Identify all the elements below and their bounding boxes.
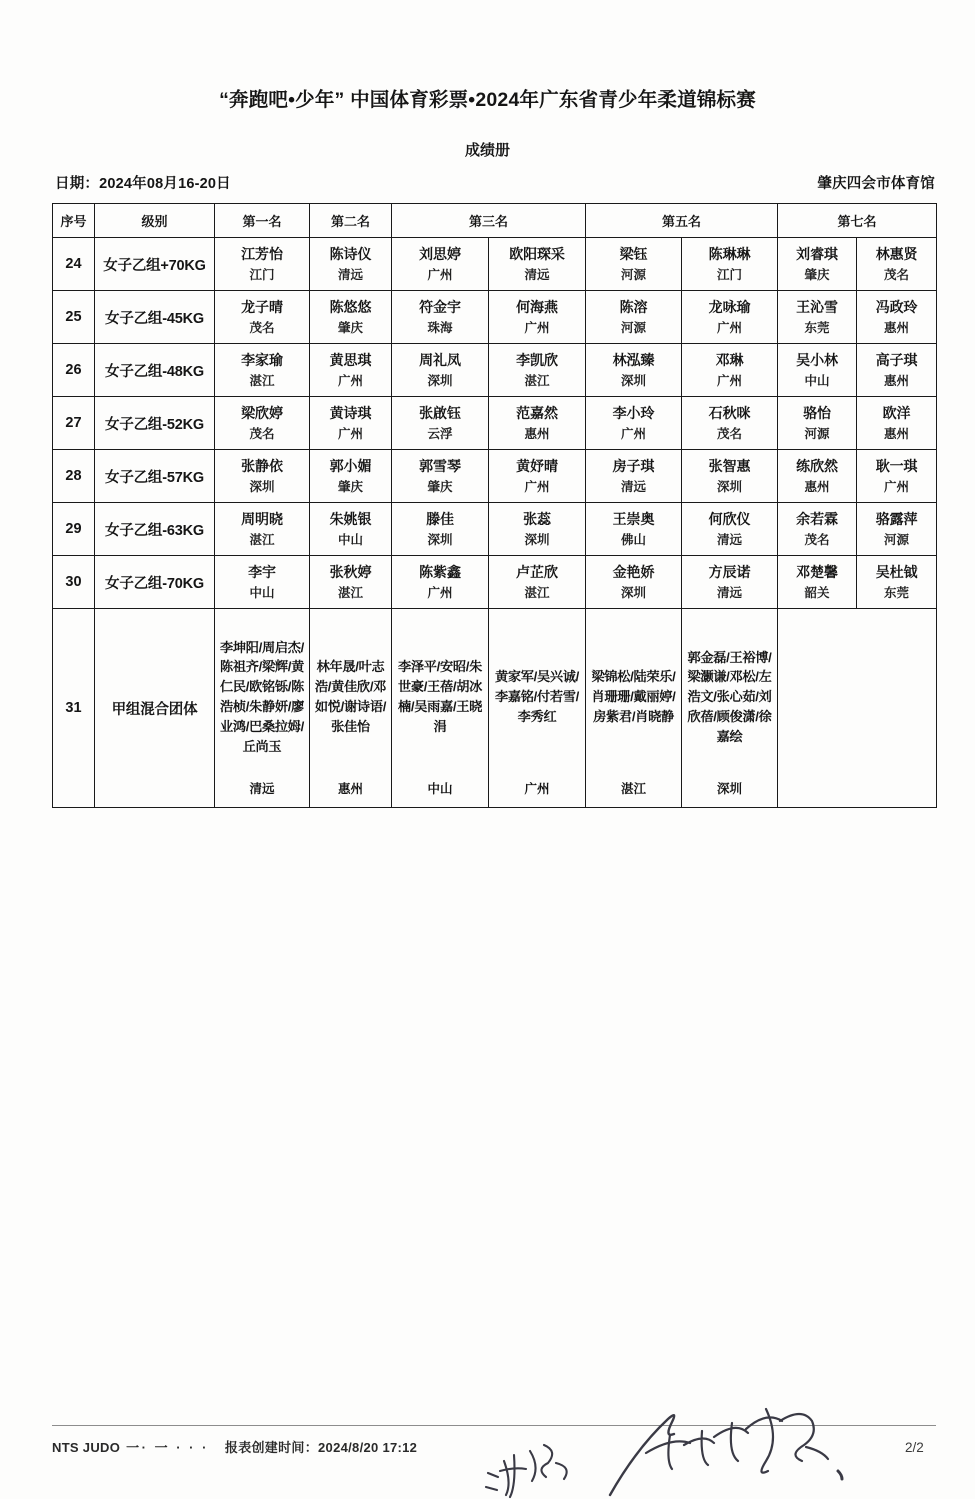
athlete-entry bbox=[310, 348, 391, 393]
athlete-name: 陈琳琳 bbox=[708, 245, 751, 262]
team-entry bbox=[392, 609, 488, 807]
athlete-team: 肇庆 bbox=[804, 267, 830, 282]
athlete-name: 房子琪 bbox=[612, 457, 655, 474]
footer-system-name: NTS JUDO bbox=[52, 1440, 121, 1455]
athlete-team: 清远 bbox=[717, 585, 743, 600]
athlete-name: 黄妤晴 bbox=[516, 457, 558, 474]
team-result-cell bbox=[682, 609, 778, 808]
team-entry bbox=[489, 609, 585, 807]
weight-category: 女子乙组+70KG bbox=[95, 238, 215, 291]
athlete-team: 惠州 bbox=[804, 479, 830, 494]
athlete-name: 陈悠悠 bbox=[329, 298, 372, 315]
athlete-entry bbox=[489, 348, 585, 393]
team-entry bbox=[310, 609, 391, 807]
athlete-name: 卢芷欣 bbox=[516, 563, 558, 580]
result-cell-seventh bbox=[857, 450, 937, 503]
result-cell-first bbox=[215, 450, 310, 503]
athlete-team: 深圳 bbox=[427, 532, 453, 547]
result-cell-third bbox=[489, 397, 586, 450]
row-number: 25 bbox=[53, 291, 95, 344]
row-number: 24 bbox=[53, 238, 95, 291]
team-roster: 郭金磊/王裕博/梁灏谦/邓松/左浩文/张心茹/刘欣蓓/顾俊潇/徐嘉绘 bbox=[687, 649, 772, 744]
athlete-team: 江门 bbox=[717, 267, 743, 282]
table-row bbox=[53, 238, 937, 291]
team-name: 湛江 bbox=[621, 782, 647, 796]
athlete-entry bbox=[489, 242, 585, 287]
footer-generated-time: 2024/8/20 17:12 bbox=[318, 1440, 418, 1455]
athlete-entry bbox=[857, 560, 936, 605]
athlete-team: 湛江 bbox=[524, 373, 550, 388]
athlete-name: 黄思琪 bbox=[329, 351, 372, 368]
row-number: 29 bbox=[53, 503, 95, 556]
athlete-entry bbox=[215, 507, 309, 552]
athlete-entry bbox=[489, 401, 585, 446]
athlete-name: 方辰诺 bbox=[708, 563, 751, 580]
athlete-team: 东莞 bbox=[884, 585, 910, 600]
table-header-row bbox=[53, 204, 937, 238]
athlete-entry bbox=[392, 560, 488, 605]
athlete-entry bbox=[778, 507, 856, 552]
result-cell-second bbox=[310, 397, 392, 450]
athlete-name: 陈紫鑫 bbox=[419, 563, 461, 580]
result-cell-fifth bbox=[682, 556, 778, 609]
athlete-entry bbox=[682, 507, 777, 552]
athlete-name: 练欣然 bbox=[796, 457, 838, 474]
athlete-name: 朱姚银 bbox=[329, 510, 372, 527]
athlete-entry bbox=[682, 295, 777, 340]
athlete-entry bbox=[392, 295, 488, 340]
athlete-team: 云浮 bbox=[427, 426, 453, 441]
athlete-name: 符金宇 bbox=[419, 298, 461, 315]
footer-generated-label: 报表创建时间： bbox=[224, 1440, 319, 1455]
result-cell-third bbox=[392, 344, 489, 397]
athlete-name: 欧阳琛采 bbox=[509, 245, 565, 262]
result-cell-fifth bbox=[586, 397, 682, 450]
athlete-entry bbox=[857, 401, 936, 446]
weight-category: 女子乙组-48KG bbox=[95, 344, 215, 397]
athlete-team: 深圳 bbox=[621, 585, 647, 600]
team-result-cell bbox=[310, 609, 392, 808]
athlete-entry bbox=[310, 401, 391, 446]
athlete-team: 茂名 bbox=[884, 267, 910, 282]
athlete-name: 欧洋 bbox=[882, 404, 911, 421]
athlete-name: 何欣仪 bbox=[708, 510, 751, 527]
athlete-team: 惠州 bbox=[884, 426, 910, 441]
table-row bbox=[53, 450, 937, 503]
result-cell-seventh bbox=[857, 291, 937, 344]
athlete-team: 韶关 bbox=[804, 585, 830, 600]
team-result-cell bbox=[586, 609, 682, 808]
result-cell-second bbox=[310, 344, 392, 397]
weight-category: 女子乙组-63KG bbox=[95, 503, 215, 556]
result-cell-third bbox=[489, 238, 586, 291]
athlete-name: 耿一琪 bbox=[875, 457, 918, 474]
athlete-team: 湛江 bbox=[337, 585, 363, 600]
result-cell-third bbox=[489, 344, 586, 397]
athlete-team: 茂名 bbox=[249, 320, 275, 335]
athlete-team: 深圳 bbox=[427, 373, 453, 388]
row-number: 28 bbox=[53, 450, 95, 503]
athlete-name: 张静依 bbox=[241, 457, 283, 474]
table-row bbox=[53, 556, 937, 609]
page-subtitle: 成绩册 bbox=[464, 142, 510, 159]
result-cell-first bbox=[215, 238, 310, 291]
athlete-name: 余若霖 bbox=[796, 510, 838, 527]
result-cell-seventh bbox=[857, 238, 937, 291]
athlete-entry bbox=[586, 348, 681, 393]
table-row-team bbox=[53, 609, 937, 808]
athlete-name: 郭雪琴 bbox=[419, 457, 461, 474]
result-cell-second bbox=[310, 238, 392, 291]
footer-divider bbox=[52, 1425, 936, 1426]
athlete-team: 惠州 bbox=[884, 320, 910, 335]
result-cell-fifth bbox=[586, 238, 682, 291]
team-name: 清远 bbox=[249, 782, 275, 796]
athlete-name: 张啟钰 bbox=[419, 404, 461, 421]
athlete-entry bbox=[215, 348, 309, 393]
athlete-entry bbox=[586, 454, 681, 499]
result-cell-third bbox=[392, 503, 489, 556]
col-header-no: 序号 bbox=[53, 204, 95, 238]
result-cell-fifth bbox=[682, 503, 778, 556]
athlete-team: 清远 bbox=[524, 267, 550, 282]
athlete-entry bbox=[215, 401, 309, 446]
result-cell-seventh bbox=[778, 291, 857, 344]
athlete-team: 茂名 bbox=[804, 532, 830, 547]
athlete-entry bbox=[682, 348, 777, 393]
athlete-entry bbox=[586, 560, 681, 605]
athlete-name: 张蕊 bbox=[523, 510, 551, 527]
result-cell-third bbox=[489, 556, 586, 609]
athlete-name: 邓楚馨 bbox=[796, 563, 838, 580]
result-cell-seventh bbox=[857, 397, 937, 450]
athlete-name: 李小玲 bbox=[612, 404, 655, 421]
table-row bbox=[53, 344, 937, 397]
team-roster: 李坤阳/周启杰/陈祖齐/梁辉/黄仁民/欧铭铄/陈浩桢/朱静妍/廖业鸿/巴桑拉姆/丘尚玉 bbox=[219, 639, 305, 754]
athlete-entry bbox=[392, 401, 488, 446]
athlete-team: 广州 bbox=[621, 426, 647, 441]
athlete-name: 石秋咪 bbox=[708, 404, 751, 421]
team-name: 广州 bbox=[524, 782, 550, 796]
athlete-team: 肇庆 bbox=[337, 479, 363, 494]
athlete-name: 金艳娇 bbox=[612, 563, 655, 580]
athlete-name: 邓琳 bbox=[715, 351, 744, 368]
athlete-name: 龙咏瑜 bbox=[708, 298, 751, 315]
athlete-name: 李宇 bbox=[248, 563, 276, 580]
result-cell-seventh bbox=[778, 450, 857, 503]
athlete-team: 深圳 bbox=[249, 479, 275, 494]
result-cell-fifth bbox=[682, 450, 778, 503]
result-cell-first bbox=[215, 344, 310, 397]
athlete-name: 张智惠 bbox=[708, 457, 751, 474]
row-number: 30 bbox=[53, 556, 95, 609]
result-cell-third bbox=[489, 503, 586, 556]
result-cell-fifth bbox=[682, 238, 778, 291]
athlete-entry bbox=[215, 295, 309, 340]
athlete-entry bbox=[857, 295, 936, 340]
athlete-name: 骆怡 bbox=[803, 404, 831, 421]
athlete-team: 中山 bbox=[337, 532, 363, 547]
result-cell-third bbox=[489, 450, 586, 503]
weight-category: 女子乙组-52KG bbox=[95, 397, 215, 450]
col-header-fifth: 第五名 bbox=[586, 204, 778, 238]
result-cell-seventh bbox=[778, 556, 857, 609]
athlete-name: 吴小林 bbox=[796, 351, 838, 368]
team-result-cell bbox=[392, 609, 489, 808]
athlete-team: 广州 bbox=[427, 267, 453, 282]
athlete-team: 珠海 bbox=[427, 320, 453, 335]
athlete-entry bbox=[778, 401, 856, 446]
results-table-body bbox=[53, 238, 937, 808]
athlete-team: 清远 bbox=[337, 267, 363, 282]
result-cell-first bbox=[215, 397, 310, 450]
page-number: 2/2 bbox=[905, 1440, 924, 1455]
athlete-name: 张秋婷 bbox=[329, 563, 372, 580]
team-name: 惠州 bbox=[337, 782, 363, 796]
athlete-name: 吴杜钺 bbox=[875, 563, 918, 580]
result-cell-fifth bbox=[586, 450, 682, 503]
athlete-entry bbox=[857, 454, 936, 499]
athlete-name: 刘睿琪 bbox=[796, 245, 838, 262]
athlete-name: 黄诗琪 bbox=[329, 404, 372, 421]
handwritten-signatures bbox=[470, 1375, 890, 1499]
athlete-name: 郭小媚 bbox=[329, 457, 372, 474]
athlete-name: 何海燕 bbox=[516, 298, 558, 315]
athlete-team: 湛江 bbox=[249, 532, 275, 547]
athlete-name: 冯政玲 bbox=[875, 298, 918, 315]
col-header-first: 第一名 bbox=[215, 204, 310, 238]
weight-category: 女子乙组-57KG bbox=[95, 450, 215, 503]
result-cell-fifth bbox=[586, 503, 682, 556]
athlete-name: 王沁雪 bbox=[796, 298, 838, 315]
result-cell-fifth bbox=[682, 344, 778, 397]
athlete-name: 骆露萍 bbox=[875, 510, 918, 527]
athlete-entry bbox=[682, 242, 777, 287]
athlete-name: 范嘉然 bbox=[516, 404, 558, 421]
result-cell-third bbox=[392, 238, 489, 291]
athlete-entry bbox=[857, 507, 936, 552]
athlete-team: 广州 bbox=[884, 479, 910, 494]
athlete-name: 龙子晴 bbox=[241, 298, 283, 315]
page-title: “奔跑吧•少年” 中国体育彩票•2024年广东省青少年柔道锦标赛 bbox=[219, 89, 756, 111]
team-result-cell bbox=[489, 609, 586, 808]
result-cell-first bbox=[215, 503, 310, 556]
athlete-entry bbox=[215, 454, 309, 499]
athlete-team: 佛山 bbox=[621, 532, 647, 547]
athlete-team: 湛江 bbox=[249, 373, 275, 388]
result-cell-third bbox=[392, 556, 489, 609]
result-cell-seventh bbox=[778, 344, 857, 397]
athlete-entry bbox=[778, 242, 856, 287]
result-cell-fifth bbox=[586, 556, 682, 609]
athlete-entry bbox=[857, 242, 936, 287]
athlete-entry bbox=[586, 507, 681, 552]
athlete-name: 滕佳 bbox=[426, 510, 454, 527]
athlete-entry bbox=[310, 454, 391, 499]
athlete-entry bbox=[682, 454, 777, 499]
athlete-team: 清远 bbox=[717, 532, 743, 547]
event-venue: 肇庆四会市体育馆 bbox=[817, 176, 935, 192]
athlete-team: 深圳 bbox=[621, 373, 647, 388]
weight-category: 女子乙组-70KG bbox=[95, 556, 215, 609]
athlete-team: 清远 bbox=[621, 479, 647, 494]
athlete-entry bbox=[778, 348, 856, 393]
athlete-name: 林惠贤 bbox=[875, 245, 918, 262]
athlete-team: 河源 bbox=[804, 426, 830, 441]
team-entry bbox=[586, 609, 681, 807]
result-cell-fifth bbox=[586, 344, 682, 397]
athlete-entry bbox=[586, 401, 681, 446]
athlete-name: 梁欣婷 bbox=[241, 404, 283, 421]
athlete-entry bbox=[682, 560, 777, 605]
athlete-name: 周明晓 bbox=[241, 510, 283, 527]
team-name: 深圳 bbox=[717, 782, 743, 796]
col-header-third: 第三名 bbox=[392, 204, 586, 238]
athlete-team: 广州 bbox=[717, 373, 743, 388]
athlete-entry bbox=[310, 560, 391, 605]
col-header-seventh: 第七名 bbox=[778, 204, 937, 238]
result-cell-seventh bbox=[857, 344, 937, 397]
result-cell-fifth bbox=[586, 291, 682, 344]
athlete-team: 广州 bbox=[337, 426, 363, 441]
athlete-entry bbox=[586, 295, 681, 340]
athlete-entry bbox=[310, 295, 391, 340]
result-cell-seventh bbox=[778, 397, 857, 450]
athlete-team: 茂名 bbox=[717, 426, 743, 441]
table-row bbox=[53, 291, 937, 344]
team-roster: 林年晟/叶志浩/黄佳欣/邓如悦/谢诗语/张佳怡 bbox=[314, 659, 387, 734]
event-date: 日期：2024年08月16-20日 bbox=[55, 176, 231, 192]
athlete-entry bbox=[586, 242, 681, 287]
athlete-team: 肇庆 bbox=[337, 320, 363, 335]
athlete-name: 李家瑜 bbox=[241, 351, 283, 368]
result-cell-third bbox=[392, 450, 489, 503]
athlete-entry bbox=[489, 560, 585, 605]
result-cell-seventh bbox=[857, 556, 937, 609]
athlete-team: 江门 bbox=[249, 267, 275, 282]
athlete-entry bbox=[778, 454, 856, 499]
document-meta bbox=[55, 172, 935, 193]
athlete-entry bbox=[489, 507, 585, 552]
team-event-category: 甲组混合团体 bbox=[95, 609, 215, 808]
team-roster: 黄家军/吴兴诚/李嘉铭/付若雪/李秀红 bbox=[494, 669, 580, 724]
col-header-second: 第二名 bbox=[310, 204, 392, 238]
athlete-name: 周礼凤 bbox=[419, 351, 461, 368]
athlete-entry bbox=[489, 295, 585, 340]
athlete-team: 广州 bbox=[524, 479, 550, 494]
result-cell-seventh bbox=[857, 503, 937, 556]
row-number: 27 bbox=[53, 397, 95, 450]
athlete-entry bbox=[310, 507, 391, 552]
athlete-team: 深圳 bbox=[524, 532, 550, 547]
result-cell-third bbox=[392, 397, 489, 450]
weight-category: 女子乙组-45KG bbox=[95, 291, 215, 344]
athlete-name: 江芳怡 bbox=[241, 245, 283, 262]
col-header-category: 级别 bbox=[95, 204, 215, 238]
result-cell-seventh bbox=[778, 503, 857, 556]
result-cell-fifth bbox=[682, 291, 778, 344]
footer-info bbox=[52, 1437, 417, 1456]
athlete-entry bbox=[682, 401, 777, 446]
athlete-team: 中山 bbox=[249, 585, 275, 600]
footer-dashes: 一· 一 · · · bbox=[126, 1440, 209, 1455]
team-result-cell-empty bbox=[778, 609, 937, 808]
athlete-name: 高子琪 bbox=[875, 351, 918, 368]
athlete-team: 广州 bbox=[717, 320, 743, 335]
athlete-entry bbox=[392, 348, 488, 393]
athlete-entry bbox=[215, 242, 309, 287]
athlete-team: 湛江 bbox=[524, 585, 550, 600]
athlete-name: 林泓臻 bbox=[612, 351, 655, 368]
athlete-entry bbox=[392, 507, 488, 552]
result-cell-first bbox=[215, 291, 310, 344]
athlete-name: 梁钰 bbox=[619, 245, 648, 262]
athlete-team: 惠州 bbox=[524, 426, 550, 441]
result-cell-seventh bbox=[778, 238, 857, 291]
results-table bbox=[52, 203, 937, 808]
result-cell-second bbox=[310, 450, 392, 503]
team-result-cell bbox=[215, 609, 310, 808]
team-roster: 梁锦松/陆荣乐/肖珊珊/戴丽婷/房紫君/肖晓静 bbox=[591, 669, 676, 724]
athlete-name: 王崇奥 bbox=[612, 510, 655, 527]
result-cell-third bbox=[489, 291, 586, 344]
athlete-entry bbox=[392, 242, 488, 287]
athlete-team: 广州 bbox=[337, 373, 363, 388]
athlete-team: 河源 bbox=[621, 320, 647, 335]
team-entry bbox=[682, 609, 777, 807]
team-name: 中山 bbox=[427, 782, 453, 796]
athlete-team: 广州 bbox=[524, 320, 550, 335]
athlete-team: 河源 bbox=[884, 532, 910, 547]
athlete-entry bbox=[310, 242, 391, 287]
result-cell-fifth bbox=[682, 397, 778, 450]
athlete-entry bbox=[778, 295, 856, 340]
athlete-team: 广州 bbox=[427, 585, 453, 600]
athlete-name: 陈诗仪 bbox=[329, 245, 372, 262]
table-row bbox=[53, 503, 937, 556]
athlete-entry bbox=[778, 560, 856, 605]
athlete-team: 中山 bbox=[804, 373, 830, 388]
athlete-team: 河源 bbox=[621, 267, 647, 282]
athlete-entry bbox=[489, 454, 585, 499]
result-cell-second bbox=[310, 291, 392, 344]
result-cell-second bbox=[310, 556, 392, 609]
result-cell-first bbox=[215, 556, 310, 609]
athlete-team: 肇庆 bbox=[427, 479, 453, 494]
row-number: 31 bbox=[53, 609, 95, 808]
athlete-entry bbox=[857, 348, 936, 393]
team-entry bbox=[215, 609, 309, 807]
athlete-team: 茂名 bbox=[249, 426, 275, 441]
row-number: 26 bbox=[53, 344, 95, 397]
athlete-team: 深圳 bbox=[717, 479, 743, 494]
result-cell-second bbox=[310, 503, 392, 556]
athlete-team: 东莞 bbox=[804, 320, 830, 335]
athlete-name: 李凯欣 bbox=[516, 351, 558, 368]
team-roster: 李泽平/安昭/朱世豪/王蓓/胡冰楠/吴雨嘉/王晓涓 bbox=[397, 659, 483, 734]
athlete-entry bbox=[392, 454, 488, 499]
athlete-team: 惠州 bbox=[884, 373, 910, 388]
result-cell-third bbox=[392, 291, 489, 344]
table-row bbox=[53, 397, 937, 450]
athlete-name: 陈溶 bbox=[619, 298, 648, 315]
athlete-entry bbox=[215, 560, 309, 605]
athlete-name: 刘思婷 bbox=[419, 245, 461, 262]
